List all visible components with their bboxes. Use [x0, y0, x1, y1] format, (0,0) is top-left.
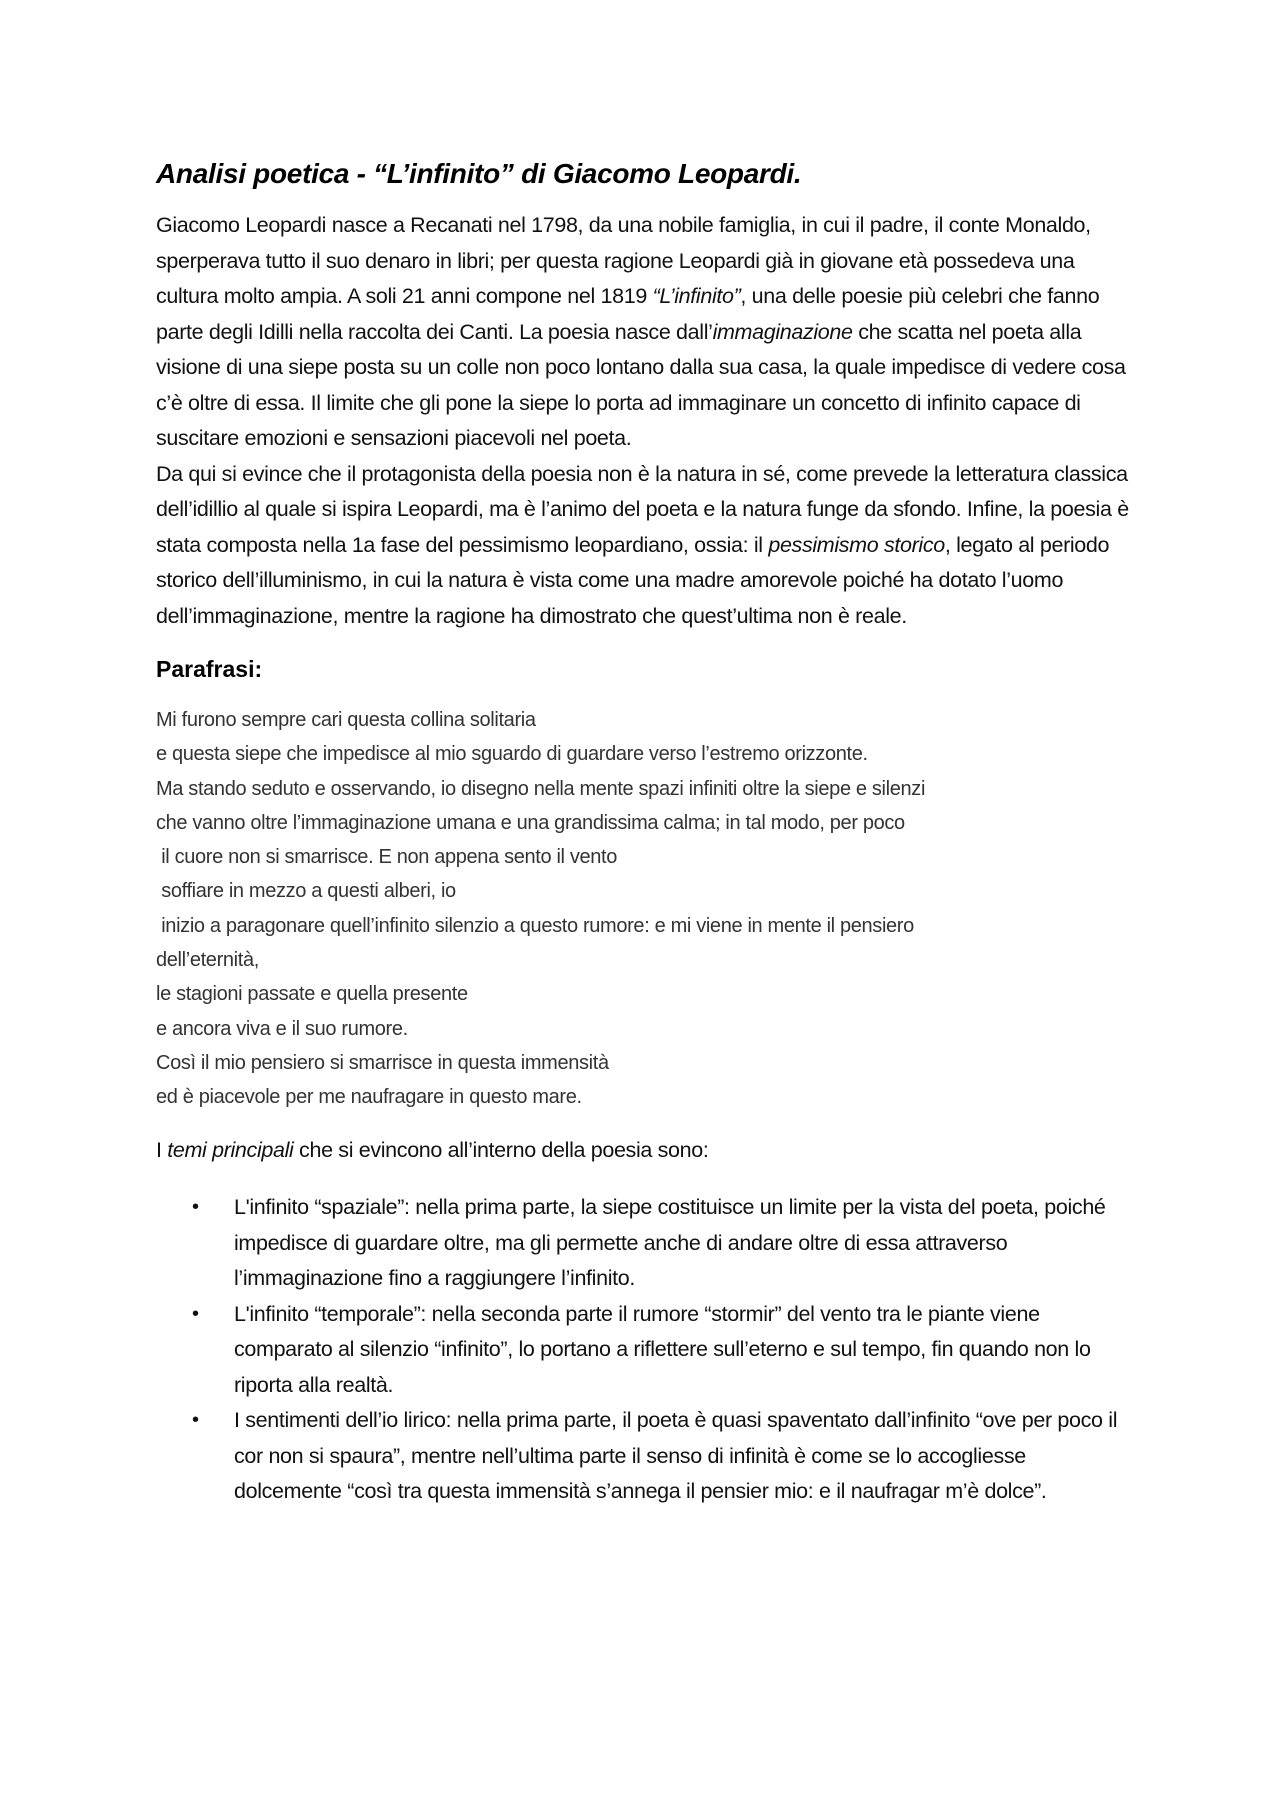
parafrasi-line: soffiare in mezzo a questi alberi, io [156, 880, 456, 903]
parafrasi-heading: Parafrasi: [156, 656, 263, 682]
second-text-2: , legato al periodo storico dell’illuminismo, in cui la natura è vista come una madre amorevole poiché ha dotato l’uomo dell’immaginazione, mentre la ragione ha dimostrato che quest’ultima non è reale. [156, 532, 1110, 628]
document-title: Analisi poetica - “L’infinito” di Giacomo Leopardi. [156, 158, 802, 189]
parafrasi-line: Mi furono sempre cari questa collina solitaria [156, 709, 536, 731]
parafrasi-block [156, 703, 1136, 1115]
second-text-1: Da qui si evince che il protagonista della poesia non è la natura in sé, come prevede la letteratura classica dell’idillio al quale si ispira Leopardi, ma è l’animo del poeta e la natura funge da sfondo. Infine, la poesia è stata composta nella 1a fase del pessimismo leopardiano, ossia: il [156, 461, 1129, 557]
second-paragraph [156, 457, 1136, 635]
parafrasi-line: che vanno oltre l’immaginazione umana e una grandissima calma; in tal modo, per poco [156, 811, 905, 834]
theme-item [192, 1297, 1136, 1404]
theme-text: L'infinito “spaziale”: nella prima parte, la siepe costituisce un limite per la vista del poeta, poiché impedisce di guardare oltre, ma gli permette anche di andare oltre di essa attraverso l’immaginazione fino a raggiungere l’infinito. [234, 1195, 1106, 1291]
bullet-icon: • [192, 1302, 199, 1325]
themes-intro-after: che si evincono all’interno della poesia sono: [293, 1137, 709, 1162]
theme-text: L'infinito “temporale”: nella seconda parte il rumore “stormir” del vento tra le piante viene comparato al silenzio “infinito”, lo portano a riflettere sull’eterno e sul tempo, fin quando non lo riporta alla realtà. [234, 1301, 1091, 1397]
theme-text: I sentimenti dell’io lirico: nella prima parte, il poeta è quasi spaventato dall’infinito “ove per poco il cor non si spaura”, mentre nell’ultima parte il senso di infinità è come se lo accogliesse dolcemente “così tra questa immensità s’annega il pensier mio: e il naufragar m’è dolce”. [234, 1408, 1118, 1504]
theme-item [192, 1190, 1136, 1297]
parafrasi-line: il cuore non si smarrisce. E non appena sento il vento [156, 846, 618, 869]
pessimismo-storico-italic: pessimismo storico [768, 532, 945, 557]
themes-intro [156, 1133, 1136, 1169]
intro-text-1: Giacomo Leopardi nasce a Recanati nel 1798, da una nobile famiglia, in cui il padre, il conte Monaldo, sperperava tutto il suo denaro in libri; per questa ragione Leopardi già in giovane età possedeva una cultura molto ampia. A soli 21 anni compone nel 1819 [156, 213, 1091, 308]
parafrasi-line: le stagioni passate e quella presente [156, 983, 468, 1006]
parafrasi-line: ed è piacevole per me naufragare in questo mare. [156, 1086, 582, 1109]
poem-title-italic: “L’infinito” [652, 284, 741, 308]
themes-list [156, 1190, 1136, 1510]
intro-text-2: , una delle poesie più celebri che fanno parte degli Idilli nella raccolta dei Canti. La poesia nasce dall’ [156, 284, 1100, 344]
intro-paragraph [156, 208, 1136, 457]
themes-intro-before: I [156, 1137, 168, 1162]
document-page [156, 158, 1136, 1510]
intro-text-3: che scatta nel poeta alla visione di una siepe posta su un colle non poco lontano dalla sua casa, la quale impedisce di vedere cosa c’è oltre di essa. Il limite che gli pone la siepe lo porta ad immaginare un concetto di infinito capace di suscitare emozioni e sensazioni piacevoli nel poeta. [156, 319, 1126, 450]
theme-item [192, 1403, 1136, 1510]
parafrasi-line: dell’eternità, [156, 949, 259, 972]
bullet-icon: • [192, 1196, 199, 1219]
parafrasi-line: Ma stando seduto e osservando, io disegno nella mente spazi infiniti oltre la siepe e silenzi [156, 777, 926, 800]
parafrasi-line: Così il mio pensiero si smarrisce in questa immensità [156, 1051, 609, 1074]
parafrasi-line: e ancora viva e il suo rumore. [156, 1017, 408, 1040]
parafrasi-line: e questa siepe che impedisce al mio sguardo di guardare verso l’estremo orizzonte. [156, 743, 868, 766]
immaginazione-italic: immaginazione [712, 319, 853, 344]
bullet-icon: • [192, 1409, 199, 1432]
parafrasi-line: inizio a paragonare quell’infinito silenzio a questo rumore: e mi viene in mente il pensiero [156, 914, 914, 937]
temi-principali-italic: temi principali [167, 1137, 294, 1162]
